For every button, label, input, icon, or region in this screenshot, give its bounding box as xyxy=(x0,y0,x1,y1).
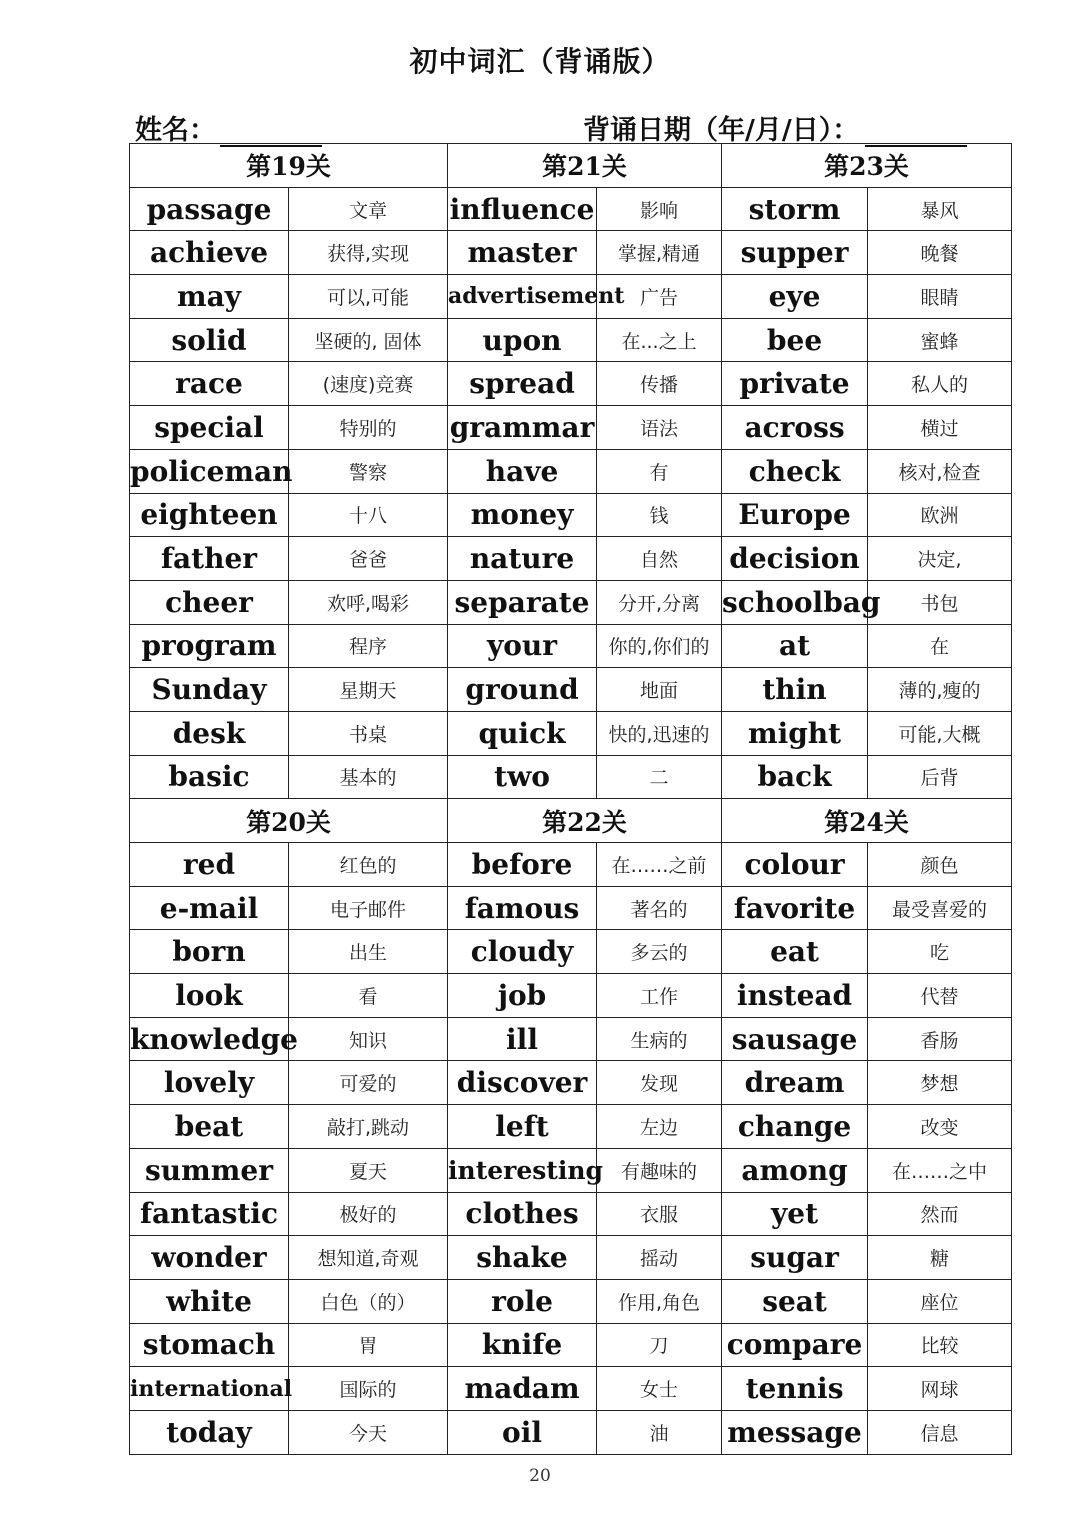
vocabulary-table xyxy=(129,143,1012,1455)
table-row xyxy=(130,930,1012,974)
english-word: solid xyxy=(130,318,289,362)
chinese-meaning: 油 xyxy=(597,1410,722,1454)
chinese-meaning: 有 xyxy=(597,449,722,493)
table-row xyxy=(130,1192,1012,1236)
english-word: schoolbag xyxy=(722,580,868,624)
chinese-meaning: 有趣味的 xyxy=(597,1148,722,1192)
english-word: at xyxy=(722,624,868,668)
chinese-meaning: 十八 xyxy=(289,493,448,537)
english-word: famous xyxy=(448,886,597,930)
english-word: Sunday xyxy=(130,668,289,712)
english-word: dream xyxy=(722,1061,868,1105)
chinese-meaning: 网球 xyxy=(868,1367,1012,1411)
chinese-meaning: 发现 xyxy=(597,1061,722,1105)
chinese-meaning: 分开,分离 xyxy=(597,580,722,624)
table-row xyxy=(130,1105,1012,1149)
english-word: two xyxy=(448,755,597,799)
table-row xyxy=(130,668,1012,712)
english-word: look xyxy=(130,974,289,1018)
english-word: money xyxy=(448,493,597,537)
chinese-meaning: 改变 xyxy=(868,1105,1012,1149)
chinese-meaning: 坚硬的, 固体 xyxy=(289,318,448,362)
english-word: policeman xyxy=(130,449,289,493)
chinese-meaning: 知识 xyxy=(289,1017,448,1061)
level-header: 第20关 xyxy=(130,799,448,843)
name-label: 姓名： xyxy=(135,115,216,146)
english-word: eye xyxy=(722,275,868,319)
chinese-meaning: 比较 xyxy=(868,1323,1012,1367)
english-word: decision xyxy=(722,537,868,581)
chinese-meaning: 欢呼,喝彩 xyxy=(289,580,448,624)
english-word: eighteen xyxy=(130,493,289,537)
level-header: 第22关 xyxy=(448,799,722,843)
chinese-meaning: 眼睛 xyxy=(868,275,1012,319)
english-word: upon xyxy=(448,318,597,362)
chinese-meaning: 特别的 xyxy=(289,406,448,450)
english-word: left xyxy=(448,1105,597,1149)
chinese-meaning: (速度)竞赛 xyxy=(289,362,448,406)
chinese-meaning: 国际的 xyxy=(289,1367,448,1411)
chinese-meaning: 可能,大概 xyxy=(868,711,1012,755)
english-word: role xyxy=(448,1279,597,1323)
chinese-meaning: 文章 xyxy=(289,187,448,231)
english-word: stomach xyxy=(130,1323,289,1367)
english-word: cloudy xyxy=(448,930,597,974)
english-word: today xyxy=(130,1410,289,1454)
chinese-meaning: 极好的 xyxy=(289,1192,448,1236)
english-word: e-mail xyxy=(130,886,289,930)
english-word: quick xyxy=(448,711,597,755)
english-word: grammar xyxy=(448,406,597,450)
english-word: interesting xyxy=(448,1148,597,1192)
english-word: sugar xyxy=(722,1236,868,1280)
chinese-meaning: 看 xyxy=(289,974,448,1018)
table-row xyxy=(130,449,1012,493)
chinese-meaning: 作用,角色 xyxy=(597,1279,722,1323)
chinese-meaning: 梦想 xyxy=(868,1061,1012,1105)
chinese-meaning: 在...之上 xyxy=(597,318,722,362)
table-row xyxy=(130,580,1012,624)
english-word: supper xyxy=(722,231,868,275)
chinese-meaning: 糖 xyxy=(868,1236,1012,1280)
table-row xyxy=(130,275,1012,319)
chinese-meaning: 核对,检查 xyxy=(868,449,1012,493)
chinese-meaning: 颜色 xyxy=(868,843,1012,887)
chinese-meaning: 敲打,跳动 xyxy=(289,1105,448,1149)
english-word: father xyxy=(130,537,289,581)
chinese-meaning: 夏天 xyxy=(289,1148,448,1192)
english-word: influence xyxy=(448,187,597,231)
chinese-meaning: 决定, xyxy=(868,537,1012,581)
english-word: knife xyxy=(448,1323,597,1367)
chinese-meaning: 生病的 xyxy=(597,1017,722,1061)
table-row xyxy=(130,1017,1012,1061)
chinese-meaning: 然而 xyxy=(868,1192,1012,1236)
chinese-meaning: 掌握,精通 xyxy=(597,231,722,275)
table-row xyxy=(130,1279,1012,1323)
english-word: basic xyxy=(130,755,289,799)
english-word: favorite xyxy=(722,886,868,930)
table-row xyxy=(130,406,1012,450)
english-word: your xyxy=(448,624,597,668)
table-row xyxy=(130,362,1012,406)
english-word: thin xyxy=(722,668,868,712)
english-word: summer xyxy=(130,1148,289,1192)
english-word: seat xyxy=(722,1279,868,1323)
english-word: storm xyxy=(722,187,868,231)
english-word: yet xyxy=(722,1192,868,1236)
table-row xyxy=(130,187,1012,231)
table-row xyxy=(130,1367,1012,1411)
english-word: have xyxy=(448,449,597,493)
chinese-meaning: 快的,迅速的 xyxy=(597,711,722,755)
chinese-meaning: 白色（的） xyxy=(289,1279,448,1323)
chinese-meaning: 信息 xyxy=(868,1410,1012,1454)
table-row xyxy=(130,1410,1012,1454)
english-word: before xyxy=(448,843,597,887)
english-word: sausage xyxy=(722,1017,868,1061)
english-word: private xyxy=(722,362,868,406)
level-header: 第21关 xyxy=(448,144,722,188)
chinese-meaning: 书包 xyxy=(868,580,1012,624)
english-word: bee xyxy=(722,318,868,362)
table-row xyxy=(130,1061,1012,1105)
english-word: beat xyxy=(130,1105,289,1149)
english-word: red xyxy=(130,843,289,887)
english-word: lovely xyxy=(130,1061,289,1105)
english-word: race xyxy=(130,362,289,406)
english-word: knowledge xyxy=(130,1017,289,1061)
chinese-meaning: 最受喜爱的 xyxy=(868,886,1012,930)
chinese-meaning: 工作 xyxy=(597,974,722,1018)
chinese-meaning: 你的,你们的 xyxy=(597,624,722,668)
english-word: achieve xyxy=(130,231,289,275)
english-word: colour xyxy=(722,843,868,887)
chinese-meaning: 左边 xyxy=(597,1105,722,1149)
english-word: fantastic xyxy=(130,1192,289,1236)
table-row xyxy=(130,1323,1012,1367)
table-row xyxy=(130,537,1012,581)
english-word: instead xyxy=(722,974,868,1018)
chinese-meaning: 女士 xyxy=(597,1367,722,1411)
chinese-meaning: 今天 xyxy=(289,1410,448,1454)
table-row xyxy=(130,624,1012,668)
table-row xyxy=(130,886,1012,930)
english-word: international xyxy=(130,1367,289,1411)
chinese-meaning: 刀 xyxy=(597,1323,722,1367)
page-number: 20 xyxy=(529,1466,551,1486)
chinese-meaning: 影响 xyxy=(597,187,722,231)
chinese-meaning: 爸爸 xyxy=(289,537,448,581)
table-row xyxy=(130,493,1012,537)
chinese-meaning: 摇动 xyxy=(597,1236,722,1280)
english-word: tennis xyxy=(722,1367,868,1411)
english-word: discover xyxy=(448,1061,597,1105)
english-word: passage xyxy=(130,187,289,231)
chinese-meaning: 自然 xyxy=(597,537,722,581)
english-word: change xyxy=(722,1105,868,1149)
english-word: spread xyxy=(448,362,597,406)
chinese-meaning: 后背 xyxy=(868,755,1012,799)
chinese-meaning: 欧洲 xyxy=(868,493,1012,537)
chinese-meaning: 钱 xyxy=(597,493,722,537)
english-word: master xyxy=(448,231,597,275)
chinese-meaning: 横过 xyxy=(868,406,1012,450)
level-header: 第24关 xyxy=(722,799,1012,843)
english-word: program xyxy=(130,624,289,668)
english-word: madam xyxy=(448,1367,597,1411)
english-word: ill xyxy=(448,1017,597,1061)
level-header-row xyxy=(130,799,1012,843)
name-field xyxy=(135,108,322,147)
chinese-meaning: 电子邮件 xyxy=(289,886,448,930)
english-word: born xyxy=(130,930,289,974)
chinese-meaning: 获得,实现 xyxy=(289,231,448,275)
chinese-meaning: 出生 xyxy=(289,930,448,974)
chinese-meaning: 代替 xyxy=(868,974,1012,1018)
chinese-meaning: 衣服 xyxy=(597,1192,722,1236)
chinese-meaning: 语法 xyxy=(597,406,722,450)
english-word: check xyxy=(722,449,868,493)
table-row xyxy=(130,231,1012,275)
english-word: message xyxy=(722,1410,868,1454)
table-row xyxy=(130,318,1012,362)
date-field xyxy=(583,108,967,147)
chinese-meaning: 在 xyxy=(868,624,1012,668)
english-word: Europe xyxy=(722,493,868,537)
chinese-meaning: 著名的 xyxy=(597,886,722,930)
english-word: eat xyxy=(722,930,868,974)
english-word: special xyxy=(130,406,289,450)
english-word: white xyxy=(130,1279,289,1323)
english-word: desk xyxy=(130,711,289,755)
english-word: across xyxy=(722,406,868,450)
english-word: separate xyxy=(448,580,597,624)
chinese-meaning: 晚餐 xyxy=(868,231,1012,275)
english-word: cheer xyxy=(130,580,289,624)
chinese-meaning: 薄的,瘦的 xyxy=(868,668,1012,712)
chinese-meaning: 胃 xyxy=(289,1323,448,1367)
english-word: among xyxy=(722,1148,868,1192)
level-header: 第23关 xyxy=(722,144,1012,188)
english-word: wonder xyxy=(130,1236,289,1280)
table-row xyxy=(130,755,1012,799)
chinese-meaning: 传播 xyxy=(597,362,722,406)
english-word: may xyxy=(130,275,289,319)
english-word: advertisement xyxy=(448,275,597,319)
vocabulary-table-body xyxy=(130,144,1012,1455)
chinese-meaning: 警察 xyxy=(289,449,448,493)
english-word: might xyxy=(722,711,868,755)
chinese-meaning: 基本的 xyxy=(289,755,448,799)
english-word: shake xyxy=(448,1236,597,1280)
english-word: back xyxy=(722,755,868,799)
chinese-meaning: 可爱的 xyxy=(289,1061,448,1105)
chinese-meaning: 多云的 xyxy=(597,930,722,974)
chinese-meaning: 私人的 xyxy=(868,362,1012,406)
chinese-meaning: 蜜蜂 xyxy=(868,318,1012,362)
english-word: clothes xyxy=(448,1192,597,1236)
chinese-meaning: 地面 xyxy=(597,668,722,712)
english-word: oil xyxy=(448,1410,597,1454)
chinese-meaning: 星期天 xyxy=(289,668,448,712)
chinese-meaning: 书桌 xyxy=(289,711,448,755)
level-header-row xyxy=(130,144,1012,188)
table-row xyxy=(130,974,1012,1018)
chinese-meaning: 红色的 xyxy=(289,843,448,887)
table-row xyxy=(130,1148,1012,1192)
chinese-meaning: 在……之中 xyxy=(868,1148,1012,1192)
chinese-meaning: 想知道,奇观 xyxy=(289,1236,448,1280)
table-row xyxy=(130,1236,1012,1280)
english-word: nature xyxy=(448,537,597,581)
chinese-meaning: 广告 xyxy=(597,275,722,319)
english-word: compare xyxy=(722,1323,868,1367)
chinese-meaning: 暴风 xyxy=(868,187,1012,231)
english-word: job xyxy=(448,974,597,1018)
date-label: 背诵日期（年/月/日）： xyxy=(583,115,860,146)
level-header: 第19关 xyxy=(130,144,448,188)
chinese-meaning: 可以,可能 xyxy=(289,275,448,319)
page-title: 初中词汇（背诵版） xyxy=(409,45,671,78)
chinese-meaning: 二 xyxy=(597,755,722,799)
chinese-meaning: 吃 xyxy=(868,930,1012,974)
table-row xyxy=(130,711,1012,755)
table-row xyxy=(130,843,1012,887)
chinese-meaning: 香肠 xyxy=(868,1017,1012,1061)
english-word: ground xyxy=(448,668,597,712)
chinese-meaning: 程序 xyxy=(289,624,448,668)
chinese-meaning: 在……之前 xyxy=(597,843,722,887)
chinese-meaning: 座位 xyxy=(868,1279,1012,1323)
